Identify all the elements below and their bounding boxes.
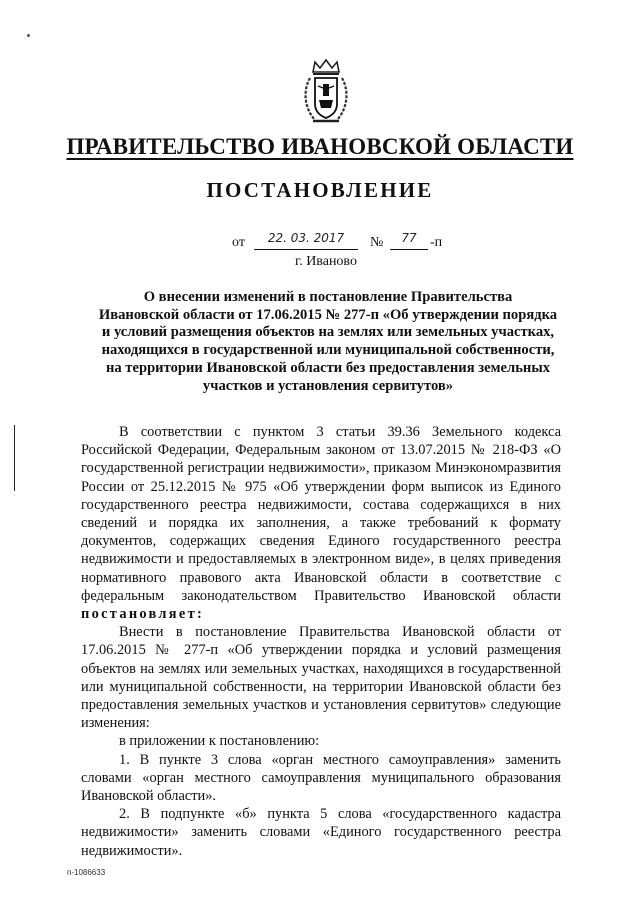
preamble-paragraph xyxy=(81,423,561,623)
body-paragraph: в приложении к постановлению: xyxy=(119,733,320,750)
title-line: участков и установления сервитутов» xyxy=(202,377,454,394)
government-name: ПРАВИТЕЛЬСТВО ИВАНОВСКОЙ ОБЛАСТИ xyxy=(66,134,574,159)
title-line: О внесении изменений в постановление Правительства xyxy=(143,289,513,305)
date-value: 22. 03. 2017 xyxy=(254,231,358,250)
title-line: находящихся в государственной или муниципальной собственности, xyxy=(101,342,555,359)
amendment-item: 1. В пункте 3 слова «орган местного самоуправления» заменить словами «орган местного самоуправления муниципального образования Ивановской области». xyxy=(81,751,561,805)
footer-code: п-1086633 xyxy=(67,868,106,877)
body-paragraph: Внести в постановление Правительства Ивановской области от 17.06.2015 № 277-п «Об утверждении порядка и условий размещения объектов на землях или земельных участках, находящихся в государственной или муниципальной собственности, на территории Ивановской области без предоставления земельных участков и установления сервитутов» следующие изменения: xyxy=(81,624,561,732)
title-line: на территории Ивановской области без предоставления земельных xyxy=(105,359,551,376)
margin-mark xyxy=(14,425,15,491)
document-body xyxy=(81,423,561,860)
document-title xyxy=(78,289,578,395)
resolves-word: постановляет: xyxy=(81,606,205,623)
number-value: 77 xyxy=(390,231,428,250)
number-suffix: -п xyxy=(430,235,443,250)
city: г. Иваново xyxy=(295,254,357,269)
amendment-item: 2. В подпункте «б» пункта 5 слова «государственного кадастра недвижимости» заменить словами «Единого государственного реестра недвижимости». xyxy=(81,806,561,859)
title-line: и условий размещения объектов на землях или земельных участках, xyxy=(101,324,555,341)
preamble-text: В соответствии с пунктом 3 статьи 39.36 Земельного кодекса Российской Федерации, Федеральным законом от 13.07.2015 № 218-ФЗ «О государственной регистрации недвижимости», приказом Минэкономразвития России от 25.12.2015 № 975 «Об утверждении форм выписок из Единого государственного реестра недвижимости, состава содержащихся в них сведений и порядка их заполнения, а также требований к формату документов, содержащих сведения Единого государственного реестра недвижимости и предоставляемых в электронном виде», в целях приведения нормативного правового акта Ивановской области в соответствие с федеральным законодательством Правительство Ивановской области xyxy=(81,424,561,604)
title-line: Ивановской области от 17.06.2015 № 277-п «Об утверждении порядка xyxy=(98,306,558,323)
date-prefix: от xyxy=(232,235,245,250)
number-prefix: № xyxy=(370,235,384,250)
coat-of-arms-icon xyxy=(301,58,351,126)
document-type: ПОСТАНОВЛЕНИЕ xyxy=(206,178,434,202)
dateline xyxy=(232,232,452,254)
scan-speck xyxy=(27,34,30,37)
